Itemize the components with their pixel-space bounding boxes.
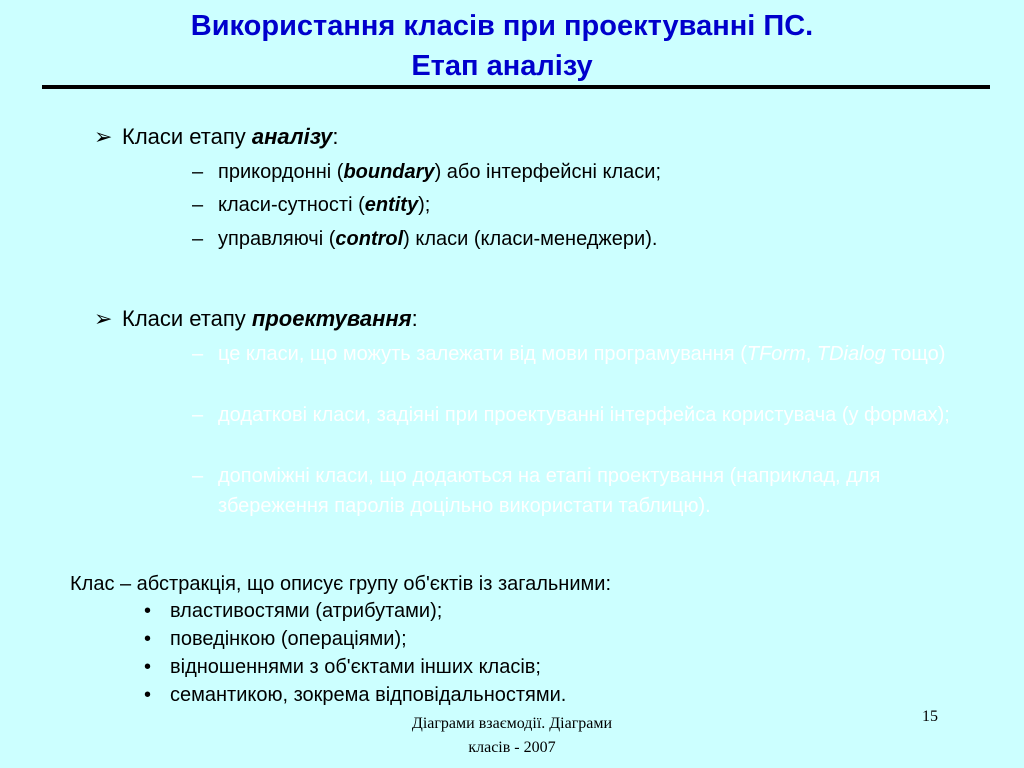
dash-icon: – <box>192 228 204 250</box>
analysis-item-control: – управляючі (control) класи (класи-менеджери). <box>192 224 992 254</box>
dot-icon: • <box>144 628 152 650</box>
dash-icon: – <box>192 404 204 426</box>
bullet-analysis: ➢ Класи етапу аналізу: <box>94 124 339 149</box>
analysis-item-boundary: – прикордонні (boundary) або інтерфейсні класи; <box>192 157 992 187</box>
dash-icon: – <box>192 343 204 365</box>
slide-footer <box>352 712 672 760</box>
class-definition: Клас – абстракція, що описує групу об'єктів із загальними: <box>70 573 611 595</box>
design-item-language: – це класи, що можуть залежати від мови програмування (TForm, TDialog тощо) <box>192 339 992 369</box>
definition-list <box>144 597 566 709</box>
list-item: • поведінкою (операціями); <box>144 625 566 653</box>
title-line-2: Етап аналізу <box>411 50 593 82</box>
slide-title <box>0 6 1004 86</box>
design-item-helper: – допоміжні класи, що додаються на етапі проектування (наприклад, для збереження паролів доцільно використати таблицю). <box>192 461 992 521</box>
bullet-design: ➢ Класи етапу проектування: <box>94 306 418 331</box>
title-line-1: Використання класів при проектуванні ПС. <box>190 10 814 42</box>
dot-icon: • <box>144 656 152 678</box>
footer-line-1: Діаграми взаємодії. Діаграми <box>411 715 613 732</box>
dash-icon: – <box>192 465 204 487</box>
dot-icon: • <box>144 600 152 622</box>
arrow-bullet-icon: ➢ <box>94 124 113 149</box>
dot-icon: • <box>144 684 152 706</box>
footer-line-2: класів - 2007 <box>468 739 556 756</box>
arrow-bullet-icon: ➢ <box>94 306 113 331</box>
analysis-item-entity: – класи-сутності (entity); <box>192 190 992 220</box>
dash-icon: – <box>192 194 204 216</box>
page-number: 15 <box>922 708 938 725</box>
design-item-ui: – додаткові класи, задіяні при проектуванні інтерфейса користувача (у формах); <box>192 400 992 430</box>
list-item: • властивостями (атрибутами); <box>144 597 566 625</box>
emph-analysis: аналізу <box>251 124 333 149</box>
title-underline <box>42 85 990 89</box>
dash-icon: – <box>192 161 204 183</box>
list-item: • семантикою, зокрема відповідальностями. <box>144 681 566 709</box>
emph-design: проектування <box>251 306 412 331</box>
list-item: • відношеннями з об'єктами інших класів; <box>144 653 566 681</box>
